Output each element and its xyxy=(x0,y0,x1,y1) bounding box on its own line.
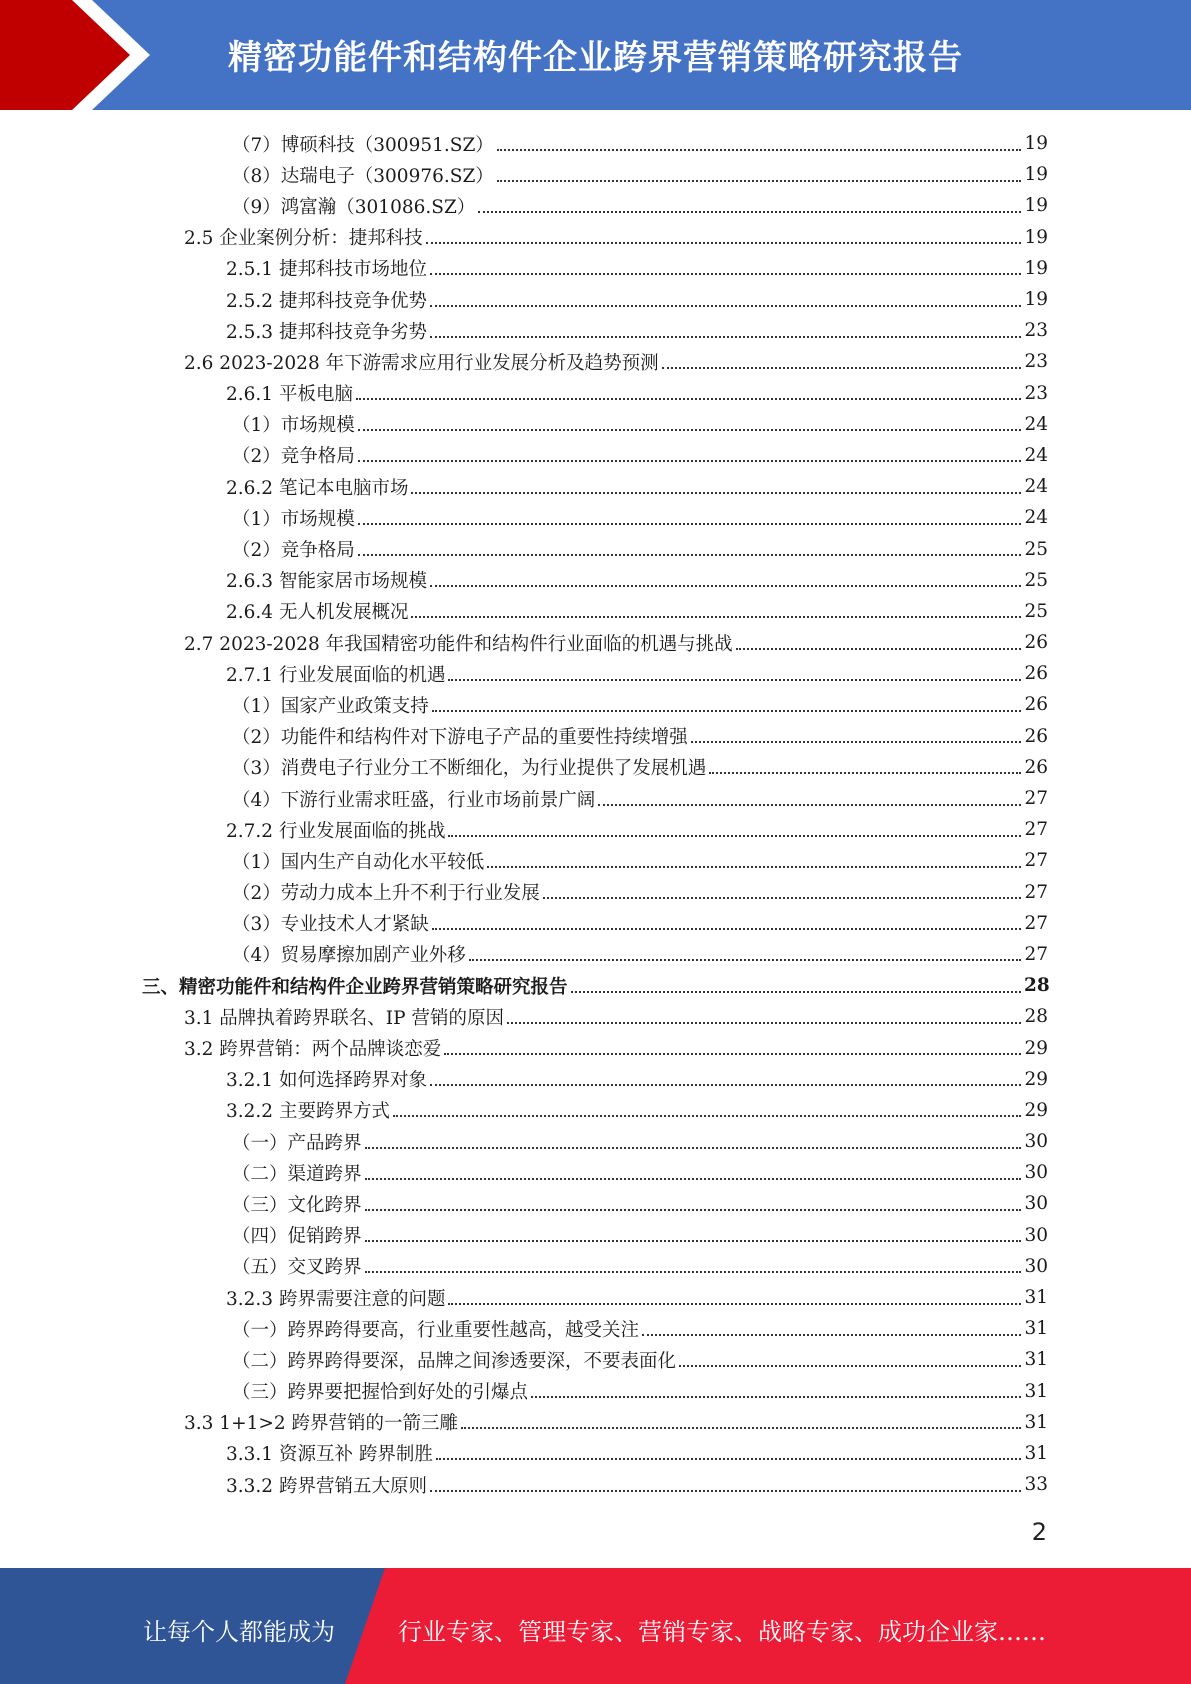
toc-entry-title: （3）专业技术人才紧缺 xyxy=(232,914,429,936)
toc-entry[interactable] xyxy=(0,1220,1191,1251)
toc-dot-leader xyxy=(691,741,1021,743)
toc-dot-leader xyxy=(444,1053,1021,1055)
toc-entry[interactable] xyxy=(0,970,1191,1001)
toc-dot-leader xyxy=(358,460,1021,462)
toc-entry-page: 31 xyxy=(1024,1442,1048,1464)
toc-entry[interactable] xyxy=(0,1344,1191,1375)
toc-entry[interactable] xyxy=(0,1313,1191,1344)
toc-dot-leader xyxy=(432,710,1021,712)
toc-dot-leader xyxy=(448,679,1021,681)
toc-dot-leader xyxy=(430,1084,1021,1086)
toc-entry[interactable] xyxy=(0,939,1191,970)
toc-entry-page: 23 xyxy=(1024,382,1048,404)
toc-entry[interactable] xyxy=(0,877,1191,908)
toc-entry-page: 19 xyxy=(1024,133,1048,155)
toc-entry-page: 19 xyxy=(1024,226,1048,248)
toc-entry-page: 19 xyxy=(1024,257,1048,279)
toc-entry-title: 3.1 品牌执着跨界联名、IP 营销的原因 xyxy=(184,1007,504,1029)
toc-entry-title: （4）贸易摩擦加剧产业外移 xyxy=(232,945,466,967)
toc-entry-title: （一）跨界跨得要高，行业重要性越高，越受关注 xyxy=(232,1319,640,1341)
toc-dot-leader xyxy=(531,1396,1021,1398)
toc-dot-leader xyxy=(469,959,1021,961)
toc-entry[interactable] xyxy=(0,1376,1191,1407)
toc-entry-page: 27 xyxy=(1024,850,1048,872)
toc-dot-leader xyxy=(448,835,1021,837)
toc-entry-page: 30 xyxy=(1024,1162,1048,1184)
toc-entry[interactable] xyxy=(0,222,1191,253)
toc-dot-leader xyxy=(356,398,1021,400)
toc-entry-title: 2.7.2 行业发展面临的挑战 xyxy=(226,820,446,842)
toc-entry[interactable] xyxy=(0,721,1191,752)
toc-entry-page: 24 xyxy=(1024,444,1048,466)
toc-dot-leader xyxy=(430,273,1021,275)
toc-entry-title: （三）跨界要把握恰到好处的引爆点 xyxy=(232,1382,529,1404)
toc-entry-title: （7）博硕科技（300951.SZ） xyxy=(232,134,494,156)
toc-dot-leader xyxy=(365,1240,1021,1242)
toc-entry-title: （9）鸿富瀚（301086.SZ） xyxy=(232,196,476,218)
toc-entry-title: （二）跨界跨得要深，品牌之间渗透要深，不要表面化 xyxy=(232,1350,677,1372)
toc-dot-leader xyxy=(430,1490,1021,1492)
toc-entry[interactable] xyxy=(0,1126,1191,1157)
toc-entry[interactable] xyxy=(0,1188,1191,1219)
toc-dot-leader xyxy=(358,429,1021,431)
toc-entry-page: 27 xyxy=(1024,912,1048,934)
page-number: 2 xyxy=(1031,1518,1047,1546)
toc-entry-title: 2.6.1 平板电脑 xyxy=(226,384,353,406)
toc-entry-title: 2.6.2 笔记本电脑市场 xyxy=(226,477,409,499)
toc-entry[interactable] xyxy=(0,845,1191,876)
toc-entry-page: 31 xyxy=(1024,1380,1048,1402)
toc-entry-page: 23 xyxy=(1024,320,1048,342)
toc-entry-title: 3.2.3 跨界需要注意的问题 xyxy=(226,1288,446,1310)
toc-entry-title: 3.3.2 跨界营销五大原则 xyxy=(226,1475,427,1497)
toc-entry-title: 2.5.2 捷邦科技竞争优势 xyxy=(226,290,427,312)
toc-entry[interactable] xyxy=(0,1251,1191,1282)
toc-entry-page: 24 xyxy=(1024,507,1048,529)
toc-entry-title: 3.2.2 主要跨界方式 xyxy=(226,1101,390,1123)
toc-entry-page: 28 xyxy=(1024,1006,1048,1028)
toc-entry[interactable] xyxy=(0,1469,1191,1500)
toc-entry-page: 29 xyxy=(1024,1037,1048,1059)
toc-entry-title: （一）产品跨界 xyxy=(232,1132,362,1154)
toc-entry-page: 19 xyxy=(1024,289,1048,311)
toc-dot-leader xyxy=(365,1209,1021,1211)
toc-dot-leader xyxy=(448,1303,1021,1305)
toc-entry[interactable] xyxy=(0,471,1191,502)
toc-entry[interactable] xyxy=(0,565,1191,596)
toc-entry-title: 3.3 1+1>2 跨界营销的一箭三雕 xyxy=(184,1413,458,1435)
toc-entry-title: （2）竞争格局 xyxy=(232,540,355,562)
toc-entry-page: 30 xyxy=(1024,1224,1048,1246)
toc-entry-title: （三）文化跨界 xyxy=(232,1194,362,1216)
toc-entry-title: （3）消费电子行业分工不断细化，为行业提供了发展机遇 xyxy=(232,758,707,780)
toc-entry-title: 3.3.1 资源互补 跨界制胜 xyxy=(226,1444,433,1466)
toc-entry-title: （1）国内生产自动化水平较低 xyxy=(232,851,485,873)
toc-entry-title: （2）劳动力成本上升不利于行业发展 xyxy=(232,883,540,905)
toc-entry-page: 26 xyxy=(1024,756,1048,778)
toc-entry[interactable] xyxy=(0,409,1191,440)
toc-entry[interactable] xyxy=(0,752,1191,783)
toc-entry-title: 三、精密功能件和结构件企业跨界营销策略研究报告 xyxy=(142,976,568,998)
toc-entry[interactable] xyxy=(0,596,1191,627)
toc-entry-page: 23 xyxy=(1024,351,1048,373)
toc-entry-page: 30 xyxy=(1024,1255,1048,1277)
toc-entry[interactable] xyxy=(0,128,1191,159)
toc-entry-page: 31 xyxy=(1024,1411,1048,1433)
toc-dot-leader xyxy=(507,1022,1021,1024)
toc-entry[interactable] xyxy=(0,1064,1191,1095)
toc-dot-leader xyxy=(430,336,1021,338)
toc-dot-leader xyxy=(411,492,1021,494)
toc-dot-leader xyxy=(478,211,1021,213)
toc-dot-leader xyxy=(497,149,1021,151)
toc-dot-leader xyxy=(679,1365,1021,1367)
toc-entry[interactable] xyxy=(0,1001,1191,1032)
toc-entry-page: 25 xyxy=(1024,569,1048,591)
toc-entry[interactable] xyxy=(0,533,1191,564)
toc-entry-title: （2）功能件和结构件对下游电子产品的重要性持续增强 xyxy=(232,727,688,749)
toc-entry-page: 19 xyxy=(1024,164,1048,186)
toc-dot-leader xyxy=(365,1271,1021,1273)
toc-dot-leader xyxy=(365,1178,1021,1180)
toc-entry-page: 33 xyxy=(1024,1474,1048,1496)
toc-entry-page: 31 xyxy=(1024,1349,1048,1371)
toc-dot-leader xyxy=(736,648,1021,650)
toc-entry-title: （1）市场规模 xyxy=(232,415,355,437)
toc-entry-title: （五）交叉跨界 xyxy=(232,1257,362,1279)
toc-dot-leader xyxy=(709,772,1021,774)
toc-entry-title: 2.7.1 行业发展面临的机遇 xyxy=(226,664,446,686)
toc-dot-leader xyxy=(411,616,1021,618)
toc-dot-leader xyxy=(426,242,1021,244)
page-header xyxy=(0,0,1191,110)
toc-dot-leader xyxy=(571,991,1021,993)
toc-entry-title: 2.5.1 捷邦科技市场地位 xyxy=(226,259,427,281)
toc-dot-leader xyxy=(642,1334,1021,1336)
toc-entry-page: 24 xyxy=(1024,413,1048,435)
toc-entry-page: 26 xyxy=(1024,663,1048,685)
toc-entry-page: 30 xyxy=(1024,1131,1048,1153)
toc-entry[interactable] xyxy=(0,502,1191,533)
toc-dot-leader xyxy=(497,180,1021,182)
toc-entry-page: 31 xyxy=(1024,1318,1048,1340)
toc-dot-leader xyxy=(436,1458,1021,1460)
toc-entry-title: 3.2.1 如何选择跨界对象 xyxy=(226,1070,427,1092)
toc-entry[interactable] xyxy=(0,378,1191,409)
table-of-contents xyxy=(0,128,1191,1500)
toc-entry-title: （2）竞争格局 xyxy=(232,446,355,468)
toc-entry-page: 27 xyxy=(1024,943,1048,965)
footer-slogan-roles: 行业专家、管理专家、营销专家、战略专家、成功企业家…… xyxy=(398,1618,1046,1646)
toc-dot-leader xyxy=(598,804,1021,806)
toc-dot-leader xyxy=(365,1147,1021,1149)
toc-entry-page: 29 xyxy=(1024,1068,1048,1090)
toc-entry[interactable] xyxy=(0,658,1191,689)
toc-entry-title: （1）国家产业政策支持 xyxy=(232,695,429,717)
page-footer xyxy=(0,1568,1191,1684)
toc-entry-title: （二）渠道跨界 xyxy=(232,1163,362,1185)
toc-entry[interactable] xyxy=(0,1282,1191,1313)
toc-entry-title: 2.5.3 捷邦科技竞争劣势 xyxy=(226,321,427,343)
toc-entry[interactable] xyxy=(0,190,1191,221)
toc-entry-page: 29 xyxy=(1024,1099,1048,1121)
toc-entry-page: 30 xyxy=(1024,1193,1048,1215)
toc-entry-page: 25 xyxy=(1024,538,1048,560)
toc-entry[interactable] xyxy=(0,1032,1191,1063)
toc-entry-page: 25 xyxy=(1024,600,1048,622)
toc-entry[interactable] xyxy=(0,627,1191,658)
toc-entry-page: 26 xyxy=(1024,694,1048,716)
toc-entry[interactable] xyxy=(0,440,1191,471)
toc-entry-title: （1）市场规模 xyxy=(232,508,355,530)
toc-entry-title: 2.6 2023-2028 年下游需求应用行业发展分析及趋势预测 xyxy=(184,352,659,374)
toc-entry-page: 31 xyxy=(1024,1287,1048,1309)
toc-entry[interactable] xyxy=(0,783,1191,814)
toc-entry-title: 2.5 企业案例分析：捷邦科技 xyxy=(184,228,423,250)
toc-entry[interactable] xyxy=(0,159,1191,190)
toc-dot-leader xyxy=(358,523,1021,525)
toc-entry-title: 2.7 2023-2028 年我国精密功能件和结构件行业面临的机遇与挑战 xyxy=(184,633,733,655)
toc-entry[interactable] xyxy=(0,315,1191,346)
toc-entry-title: （4）下游行业需求旺盛，行业市场前景广阔 xyxy=(232,789,596,811)
toc-entry[interactable] xyxy=(0,814,1191,845)
toc-entry[interactable] xyxy=(0,1407,1191,1438)
toc-entry[interactable] xyxy=(0,346,1191,377)
report-title: 精密功能件和结构件企业跨界营销策略研究报告 xyxy=(228,38,963,78)
toc-dot-leader xyxy=(358,554,1021,556)
toc-entry[interactable] xyxy=(0,689,1191,720)
toc-entry-page: 26 xyxy=(1024,725,1048,747)
toc-entry-page: 27 xyxy=(1024,788,1048,810)
toc-entry[interactable] xyxy=(0,253,1191,284)
toc-dot-leader xyxy=(461,1427,1021,1429)
toc-entry[interactable] xyxy=(0,908,1191,939)
toc-entry-title: （四）促销跨界 xyxy=(232,1226,362,1248)
toc-entry-page: 28 xyxy=(1024,975,1050,997)
toc-entry[interactable] xyxy=(0,1095,1191,1126)
toc-dot-leader xyxy=(432,928,1021,930)
toc-entry-page: 27 xyxy=(1024,881,1048,903)
toc-dot-leader xyxy=(487,866,1021,868)
toc-entry-page: 26 xyxy=(1024,632,1048,654)
toc-entry-title: 2.6.4 无人机发展概况 xyxy=(226,602,409,624)
toc-entry-title: 3.2 跨界营销：两个品牌谈恋爱 xyxy=(184,1039,442,1061)
toc-entry-title: 2.6.3 智能家居市场规模 xyxy=(226,571,427,593)
toc-dot-leader xyxy=(393,1115,1021,1117)
toc-entry[interactable] xyxy=(0,1157,1191,1188)
toc-entry-page: 24 xyxy=(1024,476,1048,498)
footer-slogan-lead: 让每个人都能成为 xyxy=(143,1618,335,1646)
toc-entry[interactable] xyxy=(0,284,1191,315)
toc-entry-page: 19 xyxy=(1024,195,1048,217)
toc-entry[interactable] xyxy=(0,1438,1191,1469)
toc-dot-leader xyxy=(662,367,1021,369)
toc-dot-leader xyxy=(543,897,1021,899)
toc-entry-page: 27 xyxy=(1024,819,1048,841)
toc-entry-title: （8）达瑞电子（300976.SZ） xyxy=(232,165,494,187)
toc-dot-leader xyxy=(430,585,1021,587)
toc-dot-leader xyxy=(430,305,1021,307)
